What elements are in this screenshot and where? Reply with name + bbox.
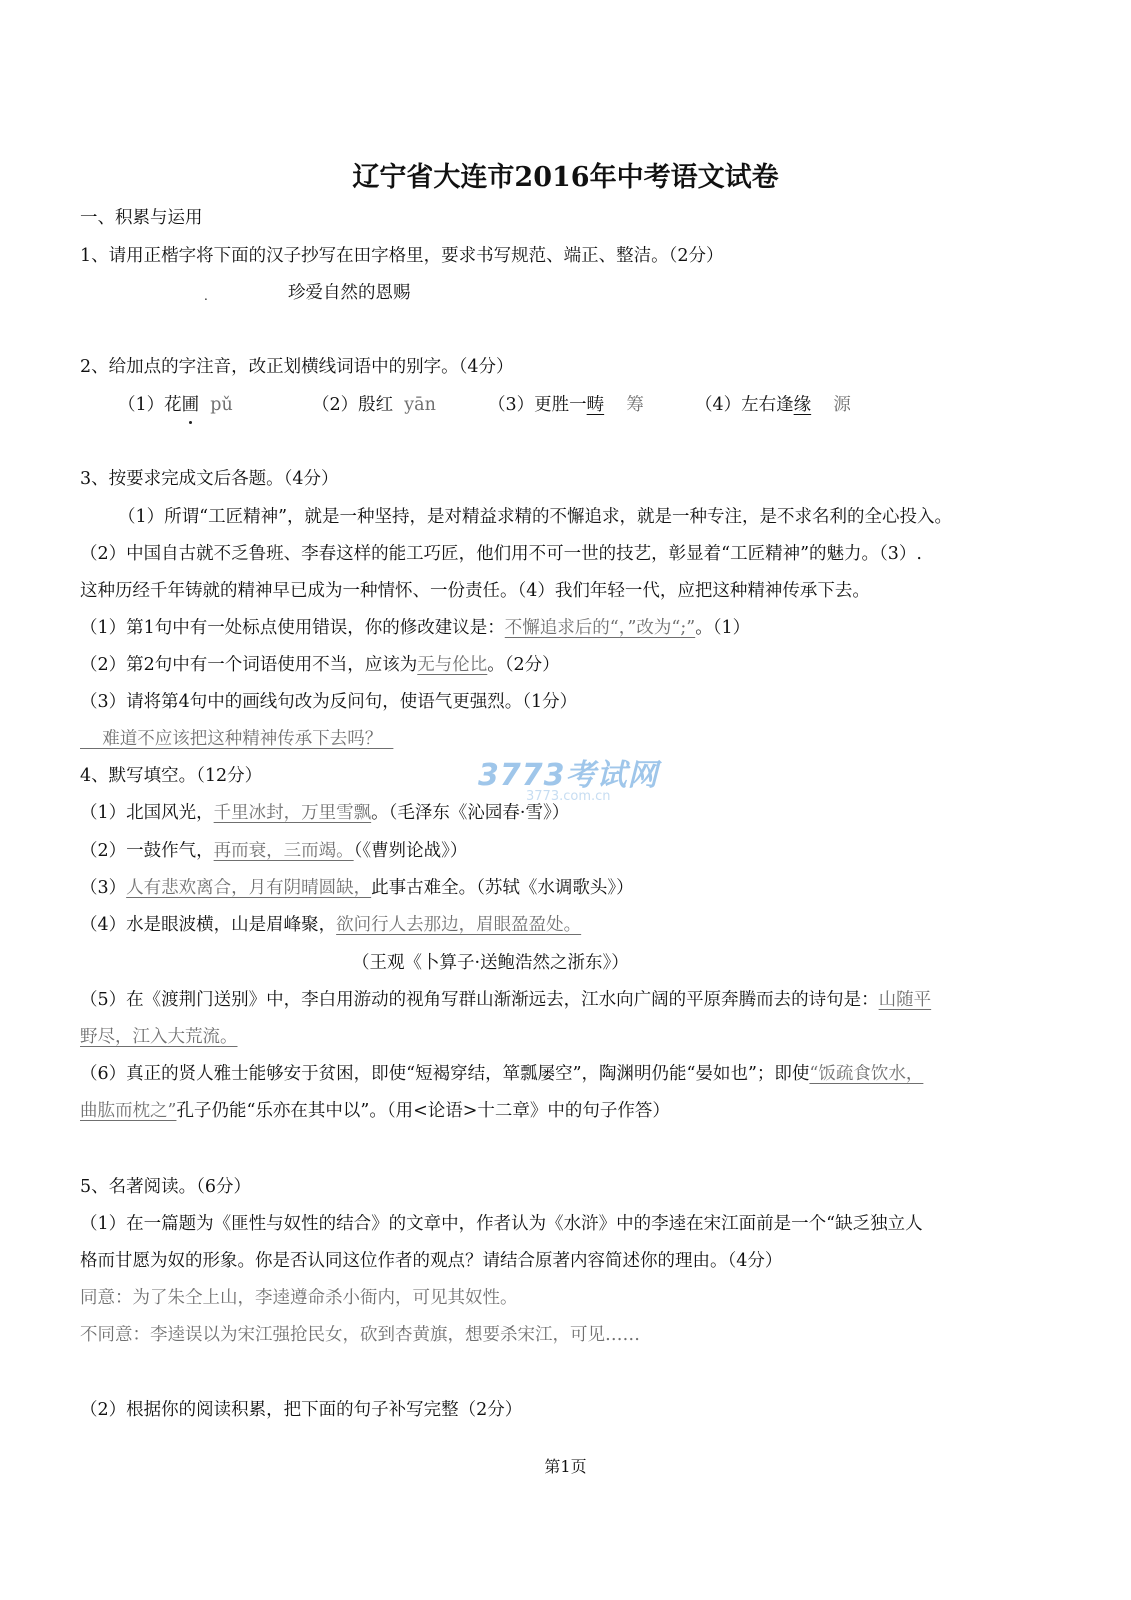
answer-text: 人有悲欢离合，月有阴晴圆缺， — [126, 878, 372, 898]
q4-line-6-cont — [80, 1099, 670, 1123]
answer-text: 再而衰，三而竭。 — [213, 841, 354, 861]
q5-prompt: 5、名著阅读。（6分） — [80, 1177, 252, 1197]
question-text: （6）真正的贤人雅士能够安于贫困，即使“短褐穿结，箪瓢屡空”，陶渊明仍能“晏如也”；即使 — [80, 1064, 810, 1084]
watermark-text: 3773考试网 — [478, 758, 659, 793]
q3-sub2 — [80, 653, 560, 677]
q5-sub2: （2）根据你的阅读积累，把下面的句子补写完整（2分） — [80, 1400, 523, 1420]
q2-item-3 — [488, 393, 644, 417]
question-text: （3） — [80, 878, 127, 898]
q1-prompt: 1、请用正楷字将下面的汉子抄写在田字格里，要求书写规范、端正、整洁。（2分） — [80, 246, 724, 266]
question-text: （1）第1句中有一处标点使用错误，你的修改建议是： — [80, 618, 505, 638]
q3-sub3-answer: 难道不应该把这种精神传承下去吗？ — [80, 729, 394, 749]
answer-text: 千里冰封，万里雪飘 — [213, 803, 372, 823]
answer-text: 曲肱而枕之” — [80, 1101, 177, 1121]
q5-sub1-line: （1）在一篇题为《匪性与奴性的结合》的文章中，作者认为《水浒》中的李逵在宋江面前是一个“缺乏独立人 — [80, 1214, 923, 1234]
answer-text: “饭疏食饮水， — [809, 1064, 924, 1084]
watermark-url: 3773.com.cn — [526, 789, 611, 804]
question-text: （4）水是眼波横，山是眉峰聚， — [80, 915, 337, 935]
underlined-char: 缘 — [793, 395, 812, 415]
question-text: 。（2分） — [487, 655, 560, 675]
question-text: （2）第2句中有一个词语使用不当，应该为 — [80, 655, 418, 675]
q4-line-2 — [80, 839, 467, 863]
q5-answer-agree: 同意：为了朱仝上山，李逵遵命杀小衙内，可见其奴性。 — [80, 1288, 518, 1308]
q4-line-5-cont — [80, 1025, 238, 1049]
answer-text: 不懈追求后的“，”改为“;” — [504, 618, 696, 638]
q2-item-number: （1）花 — [118, 395, 182, 415]
q4-prompt: 4、默写填空。（12分） — [80, 766, 263, 786]
q2-prompt: 2、给加点的字注音，改正划横线词语中的别字。（4分） — [80, 357, 514, 377]
q2-item-2 — [312, 393, 436, 417]
q5-answer-disagree: 不同意：李逵误以为宋江强抢民女，砍到杏黄旗，想要杀宋江，可见…… — [80, 1325, 640, 1345]
q3-passage-line: （1）所谓“工匠精神”，就是一种坚持，是对精益求精的不懈追求，就是一种专注，是不求名利的全心投入。 — [118, 507, 953, 527]
q3-prompt: 3、按要求完成文后各题。（4分） — [80, 469, 339, 489]
q4-line-4-source: （王观《卜算子·送鲍浩然之浙东》） — [352, 953, 629, 973]
question-text: 。（1） — [695, 618, 751, 638]
question-text: 。（毛泽东《沁园春·雪》） — [371, 803, 570, 823]
answer-text: 无与伦比 — [417, 655, 488, 675]
correction-answer: 筹 — [626, 395, 644, 415]
q1-phrase: 珍爱自然的恩赐 — [288, 283, 411, 303]
page-title: 辽宁省大连市2016年中考语文试卷 — [352, 162, 779, 193]
q3-passage-line: 这种历经千年铸就的精神早已成为一种情怀、一份责任。（4）我们年轻一代，应把这种精神传承下去。 — [80, 581, 870, 601]
section-heading: 一、积累与运用 — [80, 208, 203, 228]
question-text: 此事古难全。（苏轼《水调歌头》） — [371, 878, 634, 898]
answer-text: 山随平 — [878, 990, 932, 1010]
q2-item-4 — [695, 393, 851, 417]
q1-mark: . — [204, 289, 208, 303]
q4-line-3 — [80, 876, 634, 900]
q2-item-number: （3）更胜一 — [488, 395, 587, 415]
pinyin-answer: pǔ — [210, 395, 233, 415]
question-text: （5）在《渡荆门送别》中，李白用游动的视角写群山渐渐远去，江水向广阔的平原奔腾而去的诗句是： — [80, 990, 879, 1010]
q3-passage-line: （2）中国自古就不乏鲁班、李春这样的能工巧匠，他们用不可一世的技艺，彰显着“工匠精神”的魅力。（3）. — [80, 544, 922, 564]
question-text: （1）北国风光， — [80, 803, 214, 823]
q4-line-4 — [80, 913, 581, 937]
q3-sub3: （3）请将第4句中的画线句改为反问句，使语气更强烈。（1分） — [80, 692, 578, 712]
answer-text: 欲问行人去那边，眉眼盈盈处。 — [336, 915, 582, 935]
q2-item-1 — [118, 393, 233, 417]
question-text: （《曹刿论战》） — [353, 841, 468, 861]
underlined-char: 畴 — [586, 395, 605, 415]
dotted-char: 圃 — [181, 395, 200, 415]
correction-answer: 源 — [833, 395, 851, 415]
pinyin-answer: yān — [404, 395, 436, 415]
q2-item-number: （4）左右逢 — [695, 395, 794, 415]
q5-sub1-line: 格而甘愿为奴的形象。你是否认同这位作者的观点？请结合原著内容简述你的理由。（4分） — [80, 1251, 783, 1271]
q4-line-5 — [80, 988, 931, 1012]
watermark-logo — [478, 760, 659, 804]
q3-sub1 — [80, 616, 750, 640]
question-text: （2）一鼓作气， — [80, 841, 214, 861]
page-number: 第1页 — [544, 1457, 587, 1476]
question-text: 孔子仍能“乐亦在其中以”。（用<论语>十二章》中的句子作答） — [176, 1101, 670, 1121]
q2-item-number: （2）殷红 — [312, 395, 394, 415]
q4-line-1 — [80, 801, 569, 825]
answer-text: 野尽，江入大荒流。 — [80, 1027, 238, 1047]
q4-line-6 — [80, 1062, 923, 1086]
